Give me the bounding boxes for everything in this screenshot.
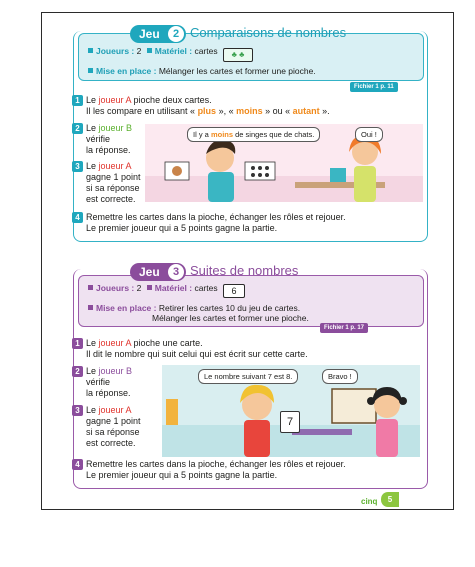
text: », « [216,106,237,116]
text: Le [86,366,99,376]
text: Le premier joueur qui a 5 points gagne la partie. [86,223,278,233]
text: Le [86,338,99,348]
game3-players-material [88,283,245,298]
game3-tab-label: Jeu [139,265,160,279]
text: Il dit le nombre qui suit celui qui est écrit sur cette carte. [86,349,308,359]
game3-speech-bubble-girl: Bravo ! [322,369,358,384]
number-card-icon: 6 [223,284,245,298]
bullet-square-icon [88,68,93,73]
game2-setup-text: Mélanger les cartes et former une pioche. [158,66,316,76]
text: Le premier joueur qui a 5 points gagne la partie. [86,470,278,480]
text: » ou « [262,106,293,116]
game2-step2 [86,123,132,156]
bullet-square-icon [88,48,93,53]
game3-illustration [162,365,420,457]
text: Il y a [193,130,211,139]
page [41,12,454,510]
game3-speech-bubble-boy: Le nombre suivant 7 est 8. [198,369,298,384]
game2-speech-bubble-girl: Oui ! [355,127,383,142]
bullet-square-icon [88,285,93,290]
text: Il les compare en utilisant « [86,106,198,116]
text: de singes que de chats. [233,130,315,139]
footer-page-word: cinq [361,497,378,506]
text: Le [86,161,99,171]
game2-setup [88,66,316,76]
text: ». [319,106,330,116]
text: la réponse. [86,388,131,398]
text: Remettre les cartes dans la pioche, échanger les rôles et rejouer. [86,459,346,469]
game2-speech-bubble-boy [187,127,320,142]
game2-illustration [145,124,423,202]
text: est correcte. [86,194,136,204]
text: si sa réponse [86,427,140,437]
bullet-square-icon [147,285,152,290]
game3-step1 [86,338,308,360]
game2-step1 [86,95,330,117]
number-card: 7 [280,411,300,433]
keyword-autant: autant [292,106,320,116]
game3-step3-badge: 3 [72,405,83,416]
game2-step3-badge: 3 [72,161,83,172]
game2-material-value: cartes [194,46,218,56]
text: Le [86,123,99,133]
game2-tab-number: 2 [168,26,184,42]
keyword-moins: moins [210,130,234,139]
game3-setup-label: Mise en place : [96,303,157,313]
keyword-moins: moins [236,106,263,116]
text: vérifie [86,134,111,144]
game2-tab-label: Jeu [139,27,160,41]
game2-players-value: 2 [136,46,142,56]
text: est correcte. [86,438,136,448]
game3-material-value: cartes [194,283,218,293]
game3-ref-tag: Fichier 1 p. 17 [320,323,368,333]
game3-players-value: 2 [136,283,142,293]
game2-step4-badge: 4 [72,212,83,223]
text: Remettre les cartes dans la pioche, échanger les rôles et rejouer. [86,212,346,222]
game2-players-material [88,46,253,62]
game2-step3 [86,161,141,205]
cards-icon: ♣ ♣ [223,48,253,62]
game3-title: Suites de nombres [190,263,299,278]
game3-tab-number: 3 [168,264,184,280]
game2-ref-tag: Fichier 1 p. 11 [350,82,398,92]
text: pioche deux cartes. [131,95,212,105]
player-a: joueur A [98,338,132,348]
game3-step1-badge: 1 [72,338,83,349]
text: Le [86,95,99,105]
keyword-plus: plus [197,106,217,116]
text: pioche une carte. [131,338,203,348]
player-a: joueur A [98,405,132,415]
game3-setup [88,303,300,313]
game3-step4 [86,459,346,481]
game2-players-label: Joueurs : [96,46,135,56]
game2-material-label: Matériel : [154,46,193,56]
text: gagne 1 point [86,416,141,426]
game3-step2 [86,366,132,399]
game2-step1-badge: 1 [72,95,83,106]
bullet-square-icon [88,305,93,310]
game3-step4-badge: 4 [72,459,83,470]
game2-tab [130,25,186,43]
text: Le [86,405,99,415]
text: vérifie [86,377,111,387]
game3-setup-text1: Retirer les cartes 10 du jeu de cartes. [158,303,301,313]
player-a: joueur A [98,95,132,105]
player-a: joueur A [98,161,132,171]
game2-step4 [86,212,346,234]
bullet-square-icon [147,48,152,53]
text: si sa réponse [86,183,140,193]
game2-title: Comparaisons de nombres [190,25,347,40]
text: gagne 1 point [86,172,141,182]
game2-step2-badge: 2 [72,123,83,134]
page-number: 5 [381,492,399,507]
player-b: joueur B [98,123,133,133]
game2-setup-label: Mise en place : [96,66,157,76]
game3-step2-badge: 2 [72,366,83,377]
game3-material-label: Matériel : [154,283,193,293]
game3-players-label: Joueurs : [96,283,135,293]
game3-setup-line2: Mélanger les cartes et former une pioche. [152,313,309,323]
game3-tab [130,263,186,281]
text: la réponse. [86,145,131,155]
game3-step3 [86,405,141,449]
player-b: joueur B [98,366,133,376]
